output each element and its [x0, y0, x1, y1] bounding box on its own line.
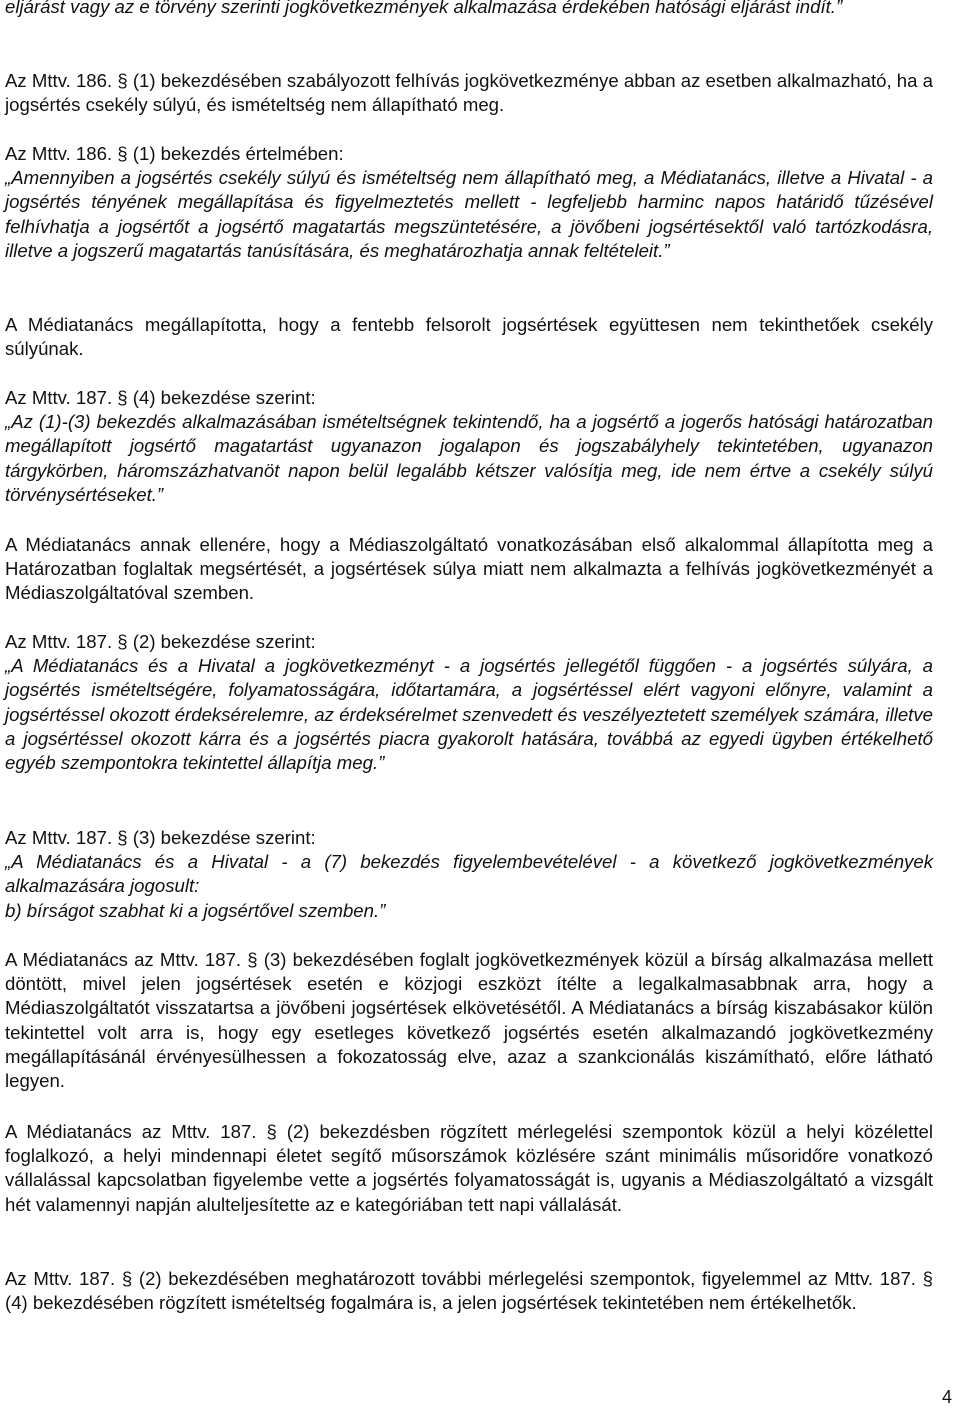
paragraph: A Médiatanács az Mttv. 187. § (2) bekezdésben rögzített mérlegelési szempontok közül a helyi közélettel foglalkozó, a helyi mindennapi életet segítő műsorszámok közlésére szánt minimális műsoridőre vonatkozó vállalással kapcsolatban figyelembe vette a jogsértés folyamatosságát is, ugyanis a Médiaszolgáltató a vizsgált hét valamennyi napján alulteljesítette az e kategóriában tett napi vállalását. [5, 1121, 933, 1215]
quote-continuation: eljárást vagy az e törvény szerinti jogkövetkezmények alkalmazása érdekében hatósági eljárást indít.” [5, 0, 843, 17]
citation-quote: „A Médiatanács és a Hivatal - a (7) bekezdés figyelembevételével - a következő jogkövetkezmények alkalmazására jogosult: [5, 851, 933, 897]
citation-block [5, 826, 933, 923]
citation-quote-item: b) bírságot szabhat ki a jogsértővel szemben.” [5, 899, 386, 921]
citation-quote: „Az (1)-(3) bekezdés alkalmazásában ismételtségnek tekintendő, ha a jogsértő a jogerős hatósági határozatban megállapított jogsértő magatartást ugyanazon jogalapon és jogszabályhely tekintetében, ugyanazon tárgykörben, háromszázhatvanöt napon belül legalább kétszer valósítja meg, ide nem értve a csekély súlyú törvénysértéseket.” [5, 411, 933, 505]
citation-block [5, 630, 933, 775]
citation-block [5, 142, 933, 263]
citation-intro: Az Mttv. 187. § (4) bekezdése szerint: [5, 387, 316, 408]
paragraph: A Médiatanács az Mttv. 187. § (3) bekezdésében foglalt jogkövetkezmények közül a bírság alkalmazása mellett döntött, mivel jelen jogsértések esetén e közjogi eszközt ítélte a legalkalmasabbnak arra, hogy a Médiaszolgáltatót visszatartsa a jövőbeni jogsértések elkövetésétől. A Médiatanács a bírság kiszabásakor külön tekintettel volt arra is, hogy egy esetleges következő jogsértés esetén alkalmazandó jogkövetkezmény megállapításánál érvényesülhessen a fokozatosság elve, azaz a szankcionálás kiszámítható, előre látható legyen. [5, 949, 933, 1092]
citation-quote: „Amennyiben a jogsértés csekély súlyú és ismételtség nem állapítható meg, a Médiatanács, illetve a Hivatal - a jogsértés tényének megállapítása és figyelmeztetés mellett - legfeljebb harminc napos határidő tűzésével felhívhatja a jogsértőt a jogsértő magatartás megszüntetésére, a jövőbeni jogsértésektől való tartózkodásra, illetve a jogszerű magatartás tanúsítására, és meghatározhatja annak feltételeit.” [5, 167, 933, 261]
citation-quote: „A Médiatanács és a Hivatal a jogkövetkezményt - a jogsértés jellegétől függően - a jogsértés súlyára, a jogsértés ismételtségére, folyamatosságára, időtartamára, a jogsértéssel elért vagyoni előnyre, valamint a jogsértéssel okozott érdeksérelemre, az érdeksérelmet szenvedett és veszélyeztetett személyek számára, illetve a jogsértéssel okozott kárra és a jogsértés piacra gyakorolt hatására, továbbá az egyedi ügyben értékelhető egyéb szempontokra tekintettel állapítja meg.” [5, 655, 933, 774]
citation-intro: Az Mttv. 187. § (2) bekezdése szerint: [5, 631, 316, 652]
citation-intro: Az Mttv. 186. § (1) bekezdés értelmében: [5, 143, 344, 164]
paragraph: Az Mttv. 186. § (1) bekezdésében szabályozott felhívás jogkövetkezménye abban az esetben alkalmazható, ha a jogsértés csekély súlyú, és ismételtség nem állapítható meg. [5, 70, 933, 116]
citation-block [5, 386, 933, 507]
paragraph: A Médiatanács megállapította, hogy a fentebb felsorolt jogsértések együttesen nem tekinthetőek csekély súlyúnak. [5, 314, 933, 360]
paragraph: A Médiatanács annak ellenére, hogy a Médiaszolgáltató vonatkozásában első alkalommal állapította meg a Határozatban foglaltak megsértését, a jogsértések súlya miatt nem alkalmazta a felhívás jogkövetkezményét a Médiaszolgáltatóval szemben. [5, 534, 933, 604]
page-number: 4 [941, 1387, 952, 1407]
paragraph: Az Mttv. 187. § (2) bekezdésében meghatározott további mérlegelési szempontok, figyelemmel az Mttv. 187. § (4) bekezdésében rögzített ismételtség fogalmára is, a jelen jogsértések tekintetében nem értékelhetők. [5, 1268, 933, 1314]
citation-intro: Az Mttv. 187. § (3) bekezdése szerint: [5, 827, 316, 848]
